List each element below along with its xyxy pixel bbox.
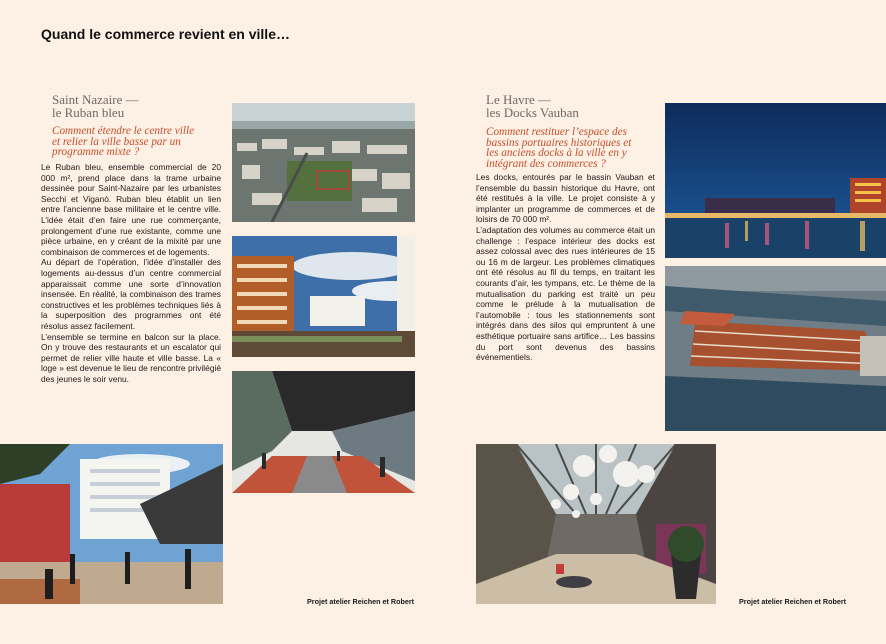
question-line: programme mixte ? — [52, 146, 140, 159]
question-line: bassins portuaires historiques et — [486, 136, 632, 149]
section-title-line: le Ruban bleu — [52, 105, 125, 120]
page-title: Quand le commerce revient en ville… — [41, 26, 290, 42]
photo-docks-interior — [476, 444, 716, 604]
photo-docks-night — [665, 103, 886, 258]
section-question-saint-nazaire — [52, 126, 232, 158]
section-title-line: les Docks Vauban — [486, 105, 579, 120]
paragraph: L’ensemble se termine en balcon sur la place. On y trouve des restaurants et un escalator qui permet de relier ville haute et ville basse. La « loge » est devenue le lieu de rencontre privilégié des jeunes le soir venu. — [41, 331, 221, 384]
photo-aerial-docks — [665, 266, 886, 431]
section-title-le-havre — [486, 93, 579, 119]
question-line: Comment restituer l’espace des — [486, 126, 627, 138]
body-text-saint-nazaire — [41, 162, 221, 384]
paragraph: L’adaptation des volumes au commerce était un challenge : l’espace intérieur des docks est assez colossal avec des rues intérieures de 15 ou 16 m de largeur. Les problèmes climatiques ont été résolus au fil du temps, en traitant les courants d’air, les tympans, etc. Le thème de la mutualisation du parking est traité un peu comme le prélude à la mutualisation de l’automobile : tous les stationnements sont intégrés dans des silos qui empruntent à une esthétique portuaire sans artifice… Les bassins du port sont devenus des bassins événementiels. — [476, 224, 655, 363]
photo-housing-rooftop — [232, 236, 415, 357]
section-question-le-havre — [486, 127, 661, 169]
photo-aerial-saint-nazaire — [232, 103, 415, 222]
section-title-line: Le Havre — — [486, 92, 551, 107]
question-line: et relier la ville basse par un — [52, 135, 181, 148]
question-line: intégrant des commerces ? — [486, 157, 606, 170]
section-title-saint-nazaire — [52, 93, 139, 119]
paragraph: Les docks, entourés par le bassin Vauban et l’ensemble du bassin historique du Havre, ont été restitués à la ville. Le projet consiste à y implanter un programme de commerces et de loisirs de 70 000 m². — [476, 172, 655, 225]
paragraph: Le Ruban bleu, ensemble commercial de 20 000 m², prend place dans la trame urbaine dessinée pour Saint-Nazaire par les urbanistes Secchi et Viganò. Ruban bleu établit un lien entre l’ancienne base militaire et le centre ville. L’idée était d’en faire une rue commerçante, prolongement d’une rue existante, comme une pièce urbaine, en y créant de la mixité par une combinaison de commerces et de logements. — [41, 162, 221, 257]
body-text-le-havre — [476, 172, 655, 363]
section-title-line: Saint Nazaire — — [52, 92, 139, 107]
photo-credit-left: Projet atelier Reichen et Robert — [307, 597, 415, 606]
question-line: les anciens docks à la ville en y — [486, 147, 627, 160]
question-line: Comment étendre le centre ville — [52, 125, 195, 137]
photo-covered-street — [232, 371, 415, 493]
photo-credit-right: Projet atelier Reichen et Robert — [739, 597, 847, 606]
paragraph: Au départ de l’opération, l’idée d’installer des logements au-dessus d’un centre commercial apparaissait comme une sorte d’innovation insensée. En réalité, la combinaison des trames constructives et les problèmes techniques liés à la superposition des programmes ont été résolus assez facilement. — [41, 257, 221, 331]
photo-square-escalator — [0, 444, 223, 604]
